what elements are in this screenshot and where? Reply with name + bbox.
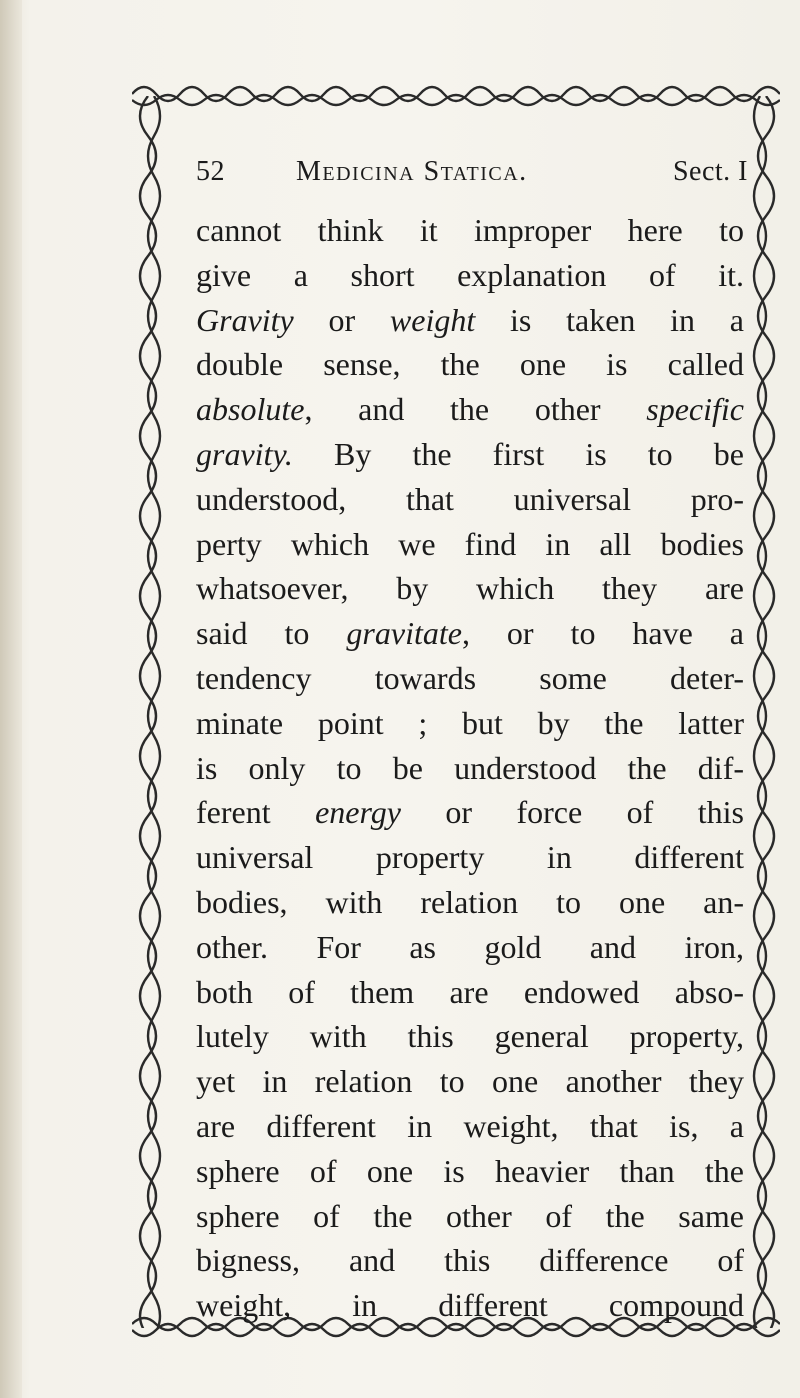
text-line	[196, 1283, 744, 1328]
text-line	[196, 477, 744, 522]
text-segment: By the first is to be	[292, 435, 744, 472]
italic-term: energy	[315, 794, 401, 831]
page-number: 52	[196, 156, 225, 187]
text-line	[196, 925, 744, 970]
page-spine-shadow	[0, 0, 22, 1398]
text-line	[196, 342, 744, 387]
text-segment: or force of this	[400, 794, 744, 831]
text-segment: sphere of the other of the same	[196, 1197, 744, 1234]
ornamental-border-right	[746, 96, 786, 1328]
text-segment: whatsoever, by which they are	[196, 570, 744, 607]
text-line	[196, 790, 744, 835]
text-line	[196, 522, 744, 567]
text-line	[196, 1238, 744, 1283]
italic-term: absolute	[196, 391, 305, 428]
ornamental-border-top	[132, 78, 780, 108]
text-segment: lutely with this general property,	[196, 1018, 744, 1055]
text-segment: double sense, the one is called	[196, 346, 744, 383]
text-line	[196, 880, 744, 925]
text-line	[196, 746, 744, 791]
text-segment: , and the other	[304, 391, 647, 428]
text-segment: universal property in different	[196, 839, 744, 876]
text-line	[196, 1059, 744, 1104]
body-text	[196, 208, 744, 1328]
italic-term: weight	[389, 301, 476, 338]
page-header	[196, 156, 748, 200]
text-line	[196, 611, 744, 656]
text-line	[196, 701, 744, 746]
text-segment: cannot think it improper here to	[196, 212, 744, 248]
text-segment: bigness, and this difference of	[196, 1242, 744, 1279]
text-segment: bodies, with relation to one an-	[196, 883, 744, 920]
ornamental-border-left	[128, 96, 168, 1328]
text-segment: understood, that universal pro-	[196, 480, 744, 517]
text-segment: ferent	[196, 794, 316, 831]
text-line	[196, 1104, 744, 1149]
section-label: Sect. I	[672, 156, 748, 187]
text-line	[196, 1194, 744, 1239]
text-segment: tendency towards some deter-	[196, 659, 744, 696]
italic-term: Gravity	[196, 301, 294, 338]
text-segment: other. For as gold and iron,	[196, 928, 744, 965]
running-title: Medicina Statica.	[296, 156, 528, 187]
italic-term: specific	[646, 391, 744, 428]
text-segment: yet in relation to one another they	[196, 1063, 744, 1100]
italic-term: gravity.	[196, 435, 293, 472]
text-line	[196, 298, 744, 343]
text-segment: minate point ; but by the latter	[196, 704, 744, 741]
text-segment: both of them are endowed abso-	[196, 973, 744, 1010]
text-line	[196, 566, 744, 611]
text-segment: weight, in different compound	[196, 1287, 744, 1324]
text-segment: , or to have a	[461, 615, 744, 652]
text-segment: is only to be understood the dif-	[196, 749, 744, 786]
text-line	[196, 656, 744, 701]
text-segment: sphere of one is heavier than the	[196, 1152, 744, 1189]
text-segment: is taken in a	[475, 301, 744, 338]
text-line	[196, 387, 744, 432]
text-line	[196, 208, 744, 253]
text-segment: or	[293, 301, 390, 338]
text-segment: perty which we find in all bodies	[196, 525, 744, 562]
text-line	[196, 1149, 744, 1194]
text-segment: give a short explanation of it.	[196, 256, 744, 293]
text-line	[196, 432, 744, 477]
italic-term: gravitate	[346, 615, 462, 652]
text-line	[196, 1014, 744, 1059]
text-segment: said to	[196, 615, 347, 652]
text-line	[196, 835, 744, 880]
text-line	[196, 970, 744, 1015]
text-line	[196, 253, 744, 298]
text-segment: are different in weight, that is, a	[196, 1107, 744, 1144]
